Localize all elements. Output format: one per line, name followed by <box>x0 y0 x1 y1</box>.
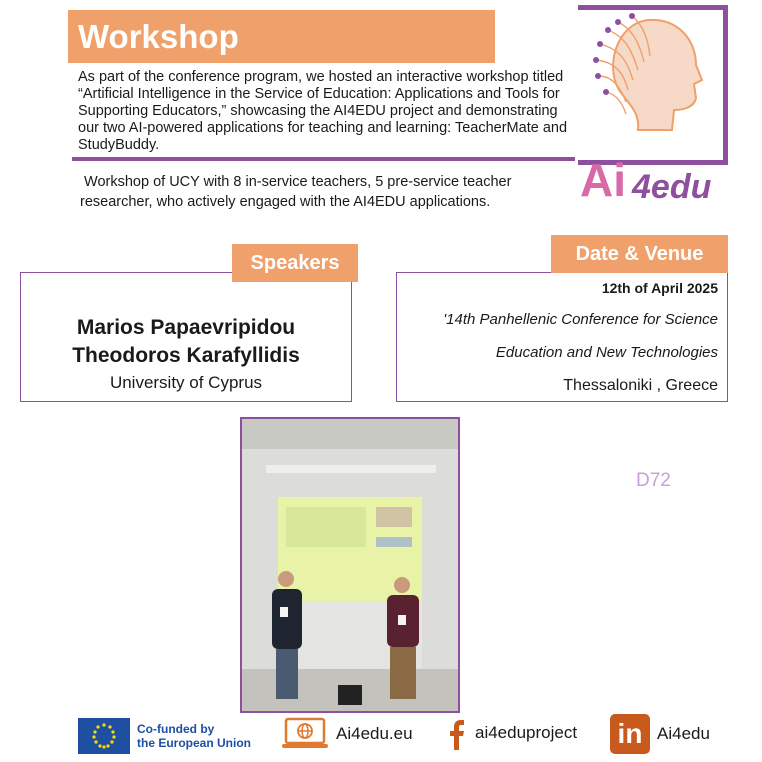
facebook-icon <box>446 716 470 752</box>
document-code: D72 <box>636 470 671 491</box>
conference-name-line1: '14th Panhellenic Conference for Science <box>443 311 718 328</box>
event-date: 12th of April 2025 <box>601 280 718 296</box>
eu-cofunded-text <box>137 722 251 750</box>
workshop-intro-text: As part of the conference program, we hosted an interactive workshop titled “Artificial Intelligence in the Service of Education: Applications and Tools for Supporting Educators,” showcasing the AI4EDU project and demonstrating our two AI-powered applications for teaching and learning: TeacherMate and StudyBuddy. <box>78 69 568 153</box>
workshop-photo-image <box>242 419 458 711</box>
workshop-note-line2: researcher, who actively engaged with the AI4EDU applications. <box>80 194 491 210</box>
website-link[interactable]: Ai4edu.eu <box>336 724 413 743</box>
speaker-name-1: Marios Papaevripidou <box>76 316 296 339</box>
laptop-globe-icon <box>280 716 330 752</box>
ai4edu-logo <box>578 148 728 210</box>
conference-name-line2: Education and New Technologies <box>495 344 718 361</box>
eu-flag-icon <box>78 718 130 754</box>
ai-head-logo-icon <box>578 10 718 160</box>
divider-line <box>72 157 575 161</box>
event-location: Thessaloniki , Greece <box>563 377 718 394</box>
eu-text-line1: Co-funded by <box>137 722 215 736</box>
workshop-photo <box>240 417 460 713</box>
speaker-name-2: Theodoros Karafyllidis <box>72 344 300 367</box>
workshop-title: Workshop <box>68 10 495 63</box>
logo-ai-text: Ai <box>580 154 626 206</box>
linkedin-link[interactable]: Ai4edu <box>657 724 710 743</box>
eu-text-line2: the European Union <box>137 736 251 750</box>
facebook-link[interactable]: ai4eduproject <box>475 723 578 742</box>
logo-edu-text: 4edu <box>632 168 712 206</box>
date-venue-tab: Date & Venue <box>551 235 728 273</box>
linkedin-icon: in <box>610 714 650 754</box>
speaker-affiliation: University of Cyprus <box>109 373 263 392</box>
workshop-note <box>80 172 580 212</box>
speakers-tab: Speakers <box>232 244 358 282</box>
workshop-note-line1: Workshop of UCY with 8 in-service teachers, 5 pre-service teacher <box>80 174 512 190</box>
